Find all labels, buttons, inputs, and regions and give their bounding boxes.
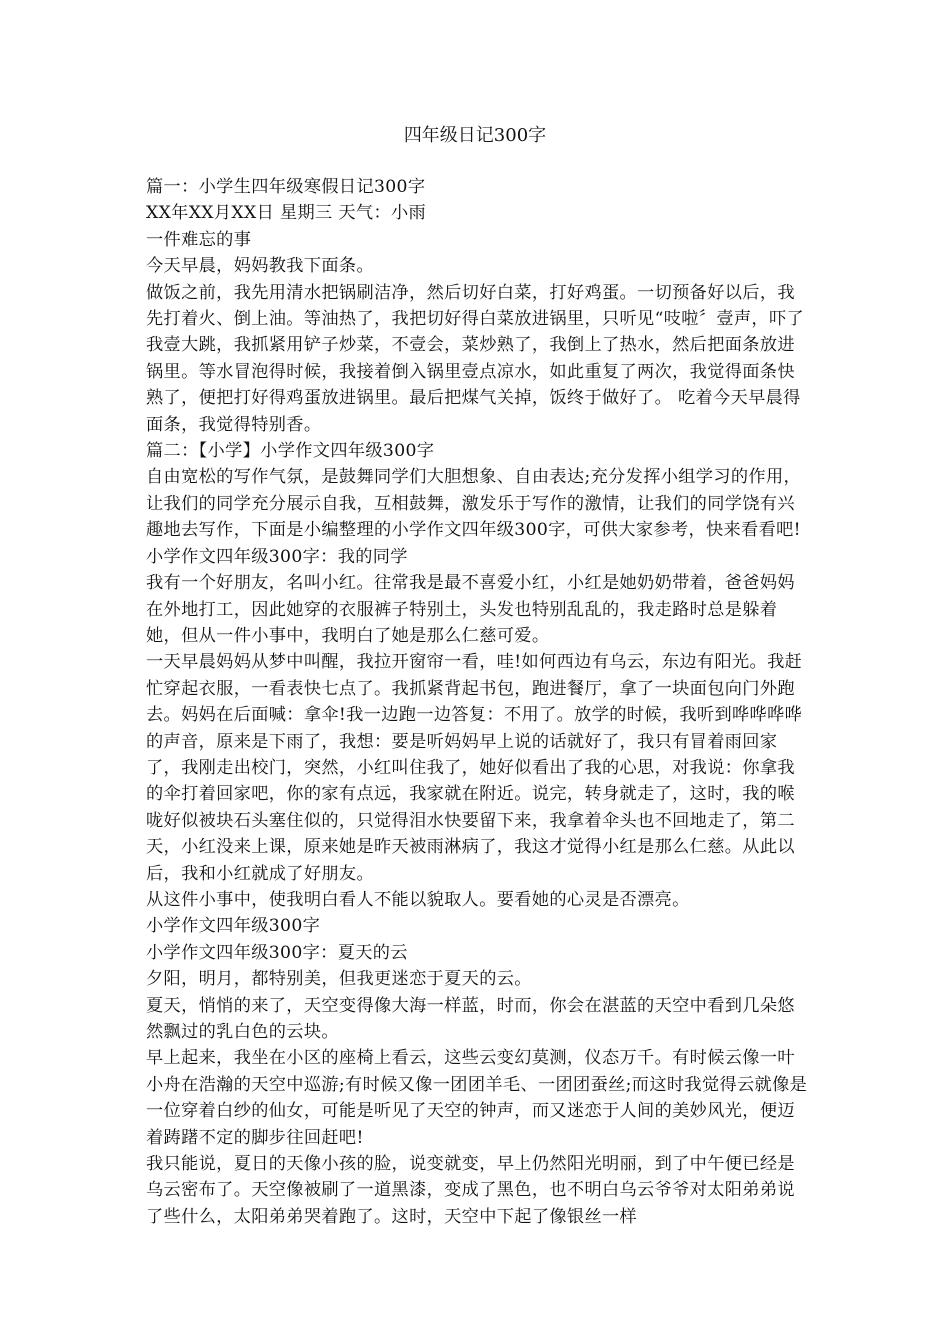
- paragraph: 从这件小事中，使我明白看人不能以貌取人。要看她的心灵是否漂亮。: [146, 889, 690, 910]
- paragraph: 今天早晨，妈妈教我下面条。: [146, 256, 374, 277]
- paragraph: 自由宽松的写作气氛，是鼓舞同学们大胆想象、自由表达;充分发挥小组学习的作用，让我们的同学充分展示自我，互相鼓舞，激发乐于写作的激情，让我们的同学饶有兴趣地去写作，下面是小编整理的小学作文四年级300字，可供大家参考，快来看看吧!: [146, 467, 802, 541]
- heading-part-two: 篇二：【小学】小学作文四年级300字: [146, 441, 435, 462]
- document-title: 四年级日记300字: [403, 125, 547, 146]
- paragraph: 我只能说，夏日的天像小孩的脸，说变就变，早上仍然阳光明丽，到了中午便已经是乌云密布了。天空像被刷了一道黑漆，变成了黑色，也不明白乌云爷爷对太阳弟弟说了些什么，太阳弟弟哭着跑了。这时，天空中下起了像银丝一样: [146, 1154, 795, 1227]
- paragraph: 一天早晨妈妈从梦中叫醒，我拉开窗帘一看，哇!如何西边有乌云，东边有阳光。我赶忙穿起衣服，一看表快七点了。我抓紧背起书包，跑进餐厅，拿了一块面包向门外跑去。妈妈在后面喊：拿伞!我一边跑一边答复：不用了。放学的时候，我听到哗哗哗哗的声音，原来是下雨了，我想：要是听妈妈早上说的话就好了，我只有冒着雨回家了，我刚走出校门，突然，小红叫住我了，她好似看出了我的心思，对我说：你拿我的伞打着回家吧，你的家有点远，我家就在附近。说完，转身就走了，这时，我的喉咙好似被块石头塞住似的，只觉得泪水快要留下来，我拿着伞头也不回地走了，第二天，小红没来上课，原来她是昨天被雨淋病了，我这才觉得小红是那么仁慈。从此以后，我和小红就成了好朋友。: [146, 652, 803, 884]
- paragraph: 夏天，悄悄的来了，天空变得像大海一样蓝，时而，你会在湛蓝的天空中看到几朵悠然飘过的乳白色的云块。: [146, 995, 795, 1042]
- diary-date-line: XX年XX月XX日 星期三 天气：小雨: [146, 203, 427, 224]
- heading-part-one: 篇一：小学生四年级寒假日记300字: [146, 177, 426, 197]
- diary-subtitle: 一件难忘的事: [146, 229, 252, 250]
- section-heading: 小学作文四年级300字：夏天的云: [146, 942, 408, 963]
- paragraph: 早上起来，我坐在小区的座椅上看云，这些云变幻莫测，仪态万千。有时候云像一叶小舟在浩瀚的天空中巡游;有时候又像一团团羊毛、一团团蚕丝;而这时我觉得云就像是一位穿着白纱的仙女，可能是听见了天空的钟声，而又迷恋于人间的美妙风光，便迈着踌躇不定的脚步往回赶吧!: [146, 1048, 808, 1148]
- section-heading: 小学作文四年级300字：我的同学: [146, 546, 408, 567]
- paragraph: 我有一个好朋友，名叫小红。往常我是最不喜爱小红，小红是她奶奶带着，爸爸妈妈在外地打工，因此她穿的衣服裤子特别土，头发也特别乱乱的，我走路时总是躲着她，但从一件小事中，我明白了她是那么仁慈可爱。: [146, 573, 795, 646]
- paragraph: 夕阳，明月，都特别美，但我更迷恋于夏天的云。: [146, 969, 532, 990]
- document-body: [146, 174, 808, 1230]
- paragraph: 做饭之前，我先用清水把锅刷洁净，然后切好白菜，打好鸡蛋。一切预备好以后，我先打着火、倒上油。等油热了，我把切好得白菜放进锅里，只听见“吱啦〞壹声，吓了我壹大跳，我抓紧用铲子炒菜，不壹会，菜炒熟了，我倒上了热水，然后把面条放进锅里。等水冒泡得时候，我接着倒入锅里壹点凉水，如此重复了两次，我觉得面条快熟了，便把打好得鸡蛋放进锅里。最后把煤气关掉，饭终于做好了。 吃着今天早晨得面条，我觉得特别香。: [146, 282, 805, 435]
- section-heading: 小学作文四年级300字: [146, 916, 321, 937]
